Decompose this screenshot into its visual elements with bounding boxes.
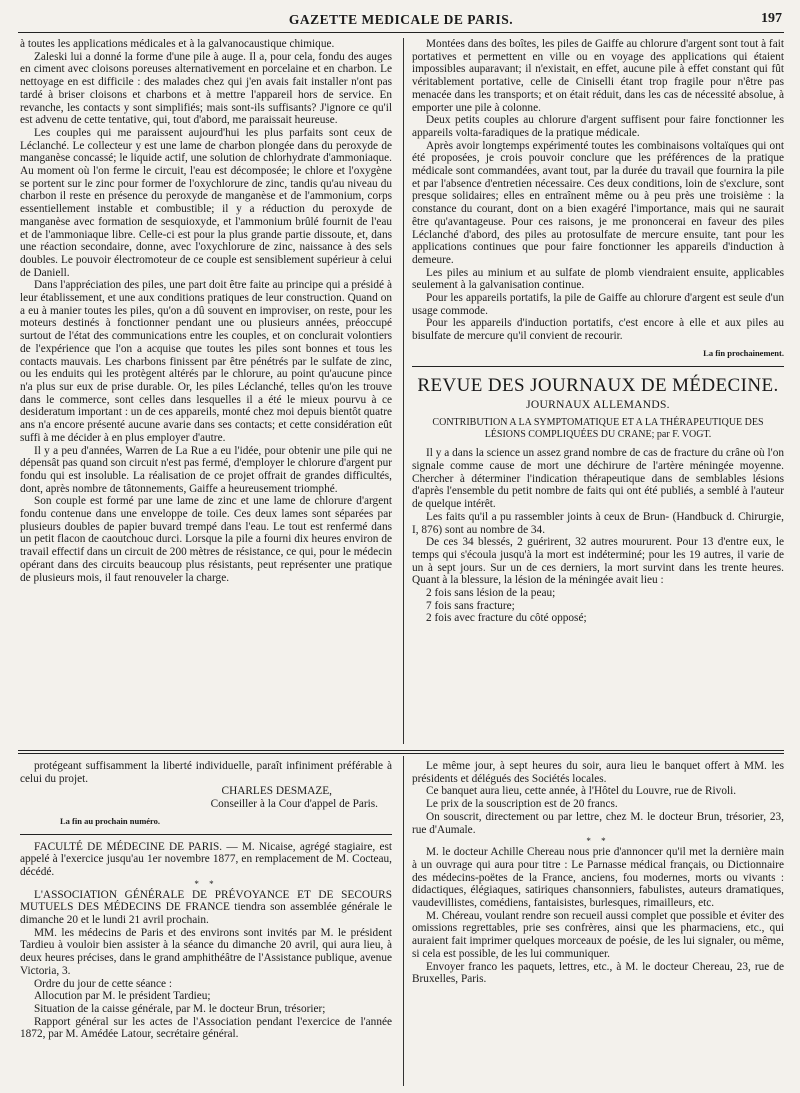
newspaper-page — [18, 8, 784, 1086]
paragraph: Montées dans des boîtes, les piles de Gaiffe au chlorure d'argent sont tout à fait portatives et permettent en ville ou en voyage des applications qui étaient impossibles auparavant; il n'existait, en effet, aucune pile à effet constant qui fût véritablement portative, celle de Ciniselli étant trop fragile pour n'être pas menacée dans les transports; et on était réduit, dans les cas de nécessité absolue, à emporter une pile à colonne. — [412, 38, 784, 114]
paragraph: Le même jour, à sept heures du soir, aura lieu le banquet offert à MM. les présidents et délégués des Sociétés locales. — [412, 760, 784, 785]
paragraph: Zaleski lui a donné la forme d'une pile à auge. Il a, pour cela, fondu des auges en ciment avec cloisons poreuses alternativement en porcelaine et en charbon. Le nettoyage en est difficile : des malades chez qui j'en avais fait installer n'ont pas tardé à briser cloisons et charbons et à mettre l'appareil hors de service. En revanche, les contacts y sont simplifiés; mais sont-ils suffisants? J'ignore ce qu'il est advenu de cette tentative, qui, tout d'abord, me paraissait heureuse. — [20, 50, 392, 127]
continued-note: La fin au prochain numéro. — [60, 815, 161, 826]
page-header — [18, 8, 784, 33]
paragraph: Il y a peu d'années, Warren de La Rue a eu l'idée, pour obtenir une pile qui ne dépensât pas quand son circuit n'est pas fermé, d'employer le chlorure d'argent pur fondu qui est insoluble. La réalisation de ce projet offrait de grandes difficultés, dont, après nombre de tâtonnements, Gaiffe a heureusement triomphé. — [20, 444, 392, 495]
paragraph: Le prix de la souscription est de 20 francs. — [426, 798, 618, 811]
list-item: 7 fois sans fracture; — [426, 599, 515, 612]
case-list — [412, 587, 784, 625]
paragraph: Son couple est formé par une lame de zinc et une lame de chlorure d'argent fondu contenue dans une enveloppe de toile. Ces deux lames sont séparées par plusieurs doubles de papier buvard trempé dans l'eau. Le tout est renfermé dans un petit flacon de caoutchouc durci. Lorsque la pile a fourni dix heures environ de travail effectif dans un circuit de 200 mètres de résistance, ce qui, pour le médecin opérant dans des circuits beaucoup plus résistants, peut représenter une pratique de plusieurs mois, il faut renouveler la charge. — [20, 495, 392, 584]
news-item: L'ASSOCIATION GÉNÉRALE DE PRÉVOYANCE ET DE SECOURS MUTUELS DES MÉDECINS DE FRANCE tiendra son assemblée générale le dimanche 20 et le lundi 21 avril prochain. — [20, 888, 392, 927]
paragraph: De ces 34 blessés, 2 guérirent, 32 autres moururent. Pour 13 d'entre eux, le temps qui s'écoula jusqu'à la mort est indéterminé; pour les 19 autres, il varie de un à sept jours. Sur un de ces derniers, la mort survint dans les trente heures. Quant à la blessure, la lésion de la méningée avait lieu : — [412, 536, 784, 587]
feuilleton-divider — [18, 750, 784, 754]
column-divider — [403, 38, 404, 744]
paragraph: protégeant suffisamment la liberté individuelle, paraît infiniment préférable à celui du projet. — [20, 760, 392, 785]
paragraph: Dans l'appréciation des piles, une part doit être faite au principe qui a présidé à leur établissement, et une aux conditions pratiques de leur construction. Quand on a eu à manier toutes les piles, qu'on a dû souvent en improviser, on reste, pour les moteurs destinés à fonctionner pendant une ou plusieurs années, préoccupé surtout de l'état des communications entre les couples, et on conclurait volontiers de l'expérience que l'on a acquise que toutes les piles sont bonnes et tous les contacts mauvais. Les charbons finissent par être pénétrés par le sulfate de zinc, ou les enduits qui les protègent altérés par le chlorure, au point qu'aucune pince n'a plus sur eux de prise durable. Or, les piles Léclanché, telles qu'on les trouve dans le commerce, sont celles dans lesquelles il a été le mieux pourvu à ce desideratum important : un de ces appareils, monté chez moi depuis bientôt quatre ans n'a encore présenté aucune avarie dans ses contacts; et cette considération eût suffi à me décider à en plus employer d'autre. — [20, 279, 392, 444]
section-divider — [20, 834, 392, 835]
section-subtitle: JOURNAUX ALLEMANDS. — [526, 398, 670, 411]
asterism: * * — [586, 836, 610, 847]
paragraph: à toutes les applications médicales et à la galvanocaustique chimique. — [20, 38, 335, 50]
news-item: FACULTÉ DE MÉDECINE DE PARIS. — M. Nicaise, agrégé stagiaire, est appelé à l'exercice jusqu'au 1er novembre 1877, en remplacement de M. Cocteau, décédé. — [20, 840, 392, 878]
article-heading: CONTRIBUTION A LA SYMPTOMATIQUE ET A LA THÉRAPEUTIQUE DES LÉSIONS COMPLIQUÉES DU CRANE; par F. VOGT. — [432, 417, 764, 441]
paragraph: Les faits qu'il a pu rassembler joints à ceux de Brun- (Handbuck d. Chirurgie, I, 876) sont au nombre de 34. — [412, 510, 784, 536]
paragraph: Deux petits couples au chlorure d'argent suffisent pour faire fonctionner les appareils volta-faradiques de la pratique médicale. — [412, 114, 784, 139]
continued-note: La fin prochainement. — [703, 347, 784, 358]
paragraph: Les couples qui me paraissent aujourd'hui les plus parfaits sont ceux de Léclanché. Le collecteur y est une lame de charbon plongée dans du peroxyde de manganèse concassé; le liquide actif, une solution de chlorhydrate d'ammoniaque. Au moment où l'on ferme le circuit, l'eau est décomposée; le chlore et l'oxygène se portent sur le zinc pour former de l'oxychlorure de zinc, tandis qu'au niveau du charbon il reste en présence du peroxyde de manganèse et de l'ammonium, corps essentiellement instable et combustible; il y a réduction du peroxyde de manganèse avec formation de sesquioxyde, et l'ammonium brûlé fournit de l'eau et de l'ammoniaque libre. Celle-ci est pour la plus grande partie dissoute, et, dans une réaction secondaire, donne, avec l'oxychlorure de zinc, naissance à des sels doubles. Le pouvoir électromoteur de ce couple est sensiblement supérieur à celui de Daniell. — [20, 126, 392, 279]
paragraph: Pour les appareils d'induction portatifs, c'est encore à elle et aux piles au bisulfate de mercure qu'il convient de recourir. — [412, 317, 784, 343]
paragraph: Après avoir longtemps expérimenté toutes les combinaisons voltaïques qui ont été proposées, je crois pouvoir conclure que les préférences de la pratique médicale sont commandées, avant tout, par la durée du travail que fournira la pile et par l'absence d'entretien nécessaire. Ces deux conditions, loin de s'exclure, sont presque solidaires; elles en entraînent même ou à peu près une troisième : la constance du courant, dont on a bien exagéré l'importance, mais qui ne saurait être qu'avantageuse. Pour ces raisons, je me prononcerai en faveur des piles Léclanché d'abord, des piles au protosulfate de mercure ensuite, tant pour les applications continues que pour faire fonctionner les appareils d'induction à demeure. — [412, 139, 784, 266]
paragraph: Ce banquet aura lieu, cette année, à l'Hôtel du Louvre, rue de Rivoli. — [426, 785, 737, 798]
bottom-right-column — [412, 760, 784, 986]
paragraph: On souscrit, directement ou par lettre, chez M. le docteur Brun, trésorier, 23, rue d'Aumale. — [412, 810, 784, 836]
author-role: Conseiller à la Cour d'appel de Paris. — [210, 798, 378, 811]
paragraph: Envoyer franco les paquets, lettres, etc., à M. le docteur Chereau, 23, rue de Bruxelles, Paris. — [412, 960, 784, 986]
list-item: Rapport général sur les actes de l'Association pendant l'exercice de l'année 1872, par M. Amédée Latour, secrétaire général. — [20, 1015, 392, 1041]
paragraph: Ordre du jour de cette séance : — [34, 977, 173, 990]
article-right-column — [412, 38, 784, 625]
list-item: 2 fois sans lésion de la peau; — [426, 587, 556, 600]
article-left-column — [20, 38, 392, 584]
section-title: REVUE DES JOURNAUX DE MÉDECINE. — [417, 374, 779, 396]
paragraph: Les piles au minium et au sulfate de plomb viendraient ensuite, applicables seulement à la galvanisation continue. — [412, 266, 784, 292]
paragraph: MM. les médecins de Paris et des environs sont invités par M. le président Tardieu à vouloir bien assister à la séance du dimanche 20 avril, qui aura lieu, à deux heures précises, dans le grand amphithéâtre de l'Assistance publique, avenue Victoria, 3. — [20, 926, 392, 977]
list-item: 2 fois avec fracture du côté opposé; — [426, 612, 587, 625]
paragraph: M. Chéreau, voulant rendre son recueil aussi complet que possible et éviter des omissions regrettables, prie ses confrères, ainsi que les pharmaciens, etc., qui auraient fait imprimer quelques morceaux de poésie, de les lui signaler, ou même, si cela est possible, de les lui communiquer. — [412, 909, 784, 960]
paragraph: Pour les appareils portatifs, la pile de Gaiffe au chlorure d'argent est seule d'un usage commode. — [412, 292, 784, 317]
list-item: Allocution par M. le président Tardieu; — [34, 990, 211, 1003]
paragraph: Il y a dans la science un assez grand nombre de cas de fracture du crâne où l'on signale comme cause de mort une déchirure de l'artère méningée moyenne. Chercher à déterminer l'indication thérapeutique dans de semblables lésions d'après l'ensemble du petit nombre de faits qui ont été publiés, a semblé à l'auteur de quelque intérêt. — [412, 447, 784, 511]
list-item: Situation de la caisse générale, par M. le docteur Brun, trésorier; — [34, 1002, 326, 1015]
page-number: 197 — [761, 11, 782, 26]
section-divider — [412, 366, 784, 367]
bottom-left-column — [20, 760, 392, 1041]
author-name: CHARLES DESMAZE, — [221, 785, 332, 798]
journal-title: GAZETTE MEDICALE DE PARIS. — [288, 12, 514, 27]
column-divider — [403, 756, 404, 1086]
paragraph: M. le docteur Achille Chereau nous prie d'annoncer qu'il met la dernière main à un ouvrage qui aura pour titre : Le Parnasse médical français, ou Dictionnaire des médecins-poëtes de la France, anciens, fou modernes, morts ou vivants : didactiques, élégiaques, satiriques chansonniers, fabulistes, auteurs dramatiques, vaudevillistes, comédiens, fantaisistes, burlesques, rimailleurs, etc. — [412, 846, 784, 910]
asterism: * * — [194, 878, 218, 889]
